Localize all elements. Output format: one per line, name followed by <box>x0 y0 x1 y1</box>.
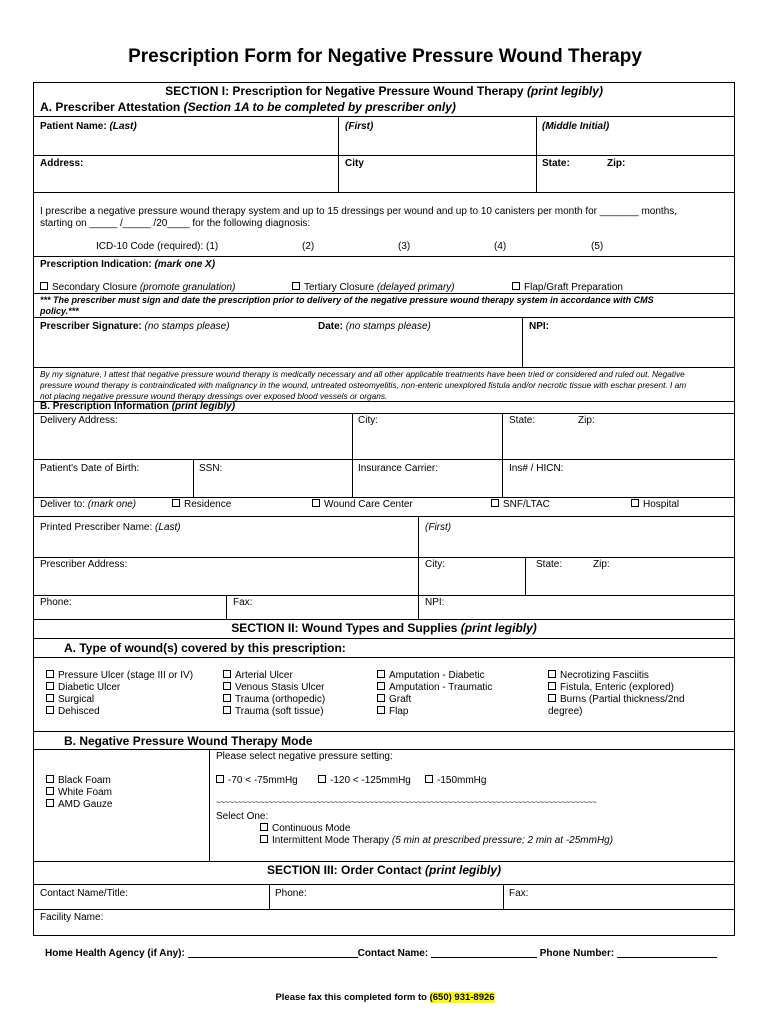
section-2-header: SECTION II: Wound Types and Supplies (print legibly) <box>231 621 537 635</box>
checkbox[interactable] <box>46 670 54 678</box>
attestation-label: A. Prescriber Attestation <box>40 100 181 114</box>
wound-option[interactable]: Flap <box>377 706 492 718</box>
intermittent-mode-option[interactable]: Intermittent Mode Therapy (5 min at prescribed pressure; 2 min at -25mmHg) <box>260 835 613 846</box>
wound-types-header: A. Type of wound(s) covered by this prescription: <box>64 641 346 655</box>
prescriber-phone-label: Phone: <box>40 597 72 608</box>
flap-graft-option[interactable]: Flap/Graft Preparation <box>512 282 623 293</box>
checkbox[interactable] <box>260 835 268 843</box>
prescription-form <box>33 82 735 936</box>
checkbox[interactable] <box>318 775 326 783</box>
insurance-label: Insurance Carrier: <box>358 463 439 474</box>
hospital-option[interactable]: Hospital <box>631 499 679 510</box>
contact-fax-label: Fax: <box>509 888 529 899</box>
signature-label: Prescriber Signature: (no stamps please) <box>40 321 230 332</box>
section-1-header <box>34 84 734 98</box>
checkbox[interactable] <box>46 799 54 807</box>
patient-first-label: (First) <box>345 121 374 132</box>
fax-number: (650) 931-8926 <box>429 992 495 1003</box>
wound-col-4 <box>548 670 685 718</box>
wound-option[interactable]: Pressure Ulcer (stage III or IV) <box>46 670 193 682</box>
wound-option[interactable]: Trauma (soft tissue) <box>223 706 325 718</box>
wound-option[interactable]: Diabetic Ulcer <box>46 682 193 694</box>
section-1-title-note: (print legibly) <box>526 84 603 98</box>
checkbox[interactable] <box>377 682 385 690</box>
wound-option[interactable]: Necrotizing Fasciitis <box>548 670 685 682</box>
checkbox[interactable] <box>46 694 54 702</box>
facility-name-label: Facility Name: <box>40 912 104 923</box>
attestation-note: (Section 1A to be completed by prescriber only) <box>183 100 456 114</box>
icd-5: (5) <box>591 241 604 252</box>
section-3-header: SECTION III: Order Contact (print legibly) <box>266 863 502 877</box>
icd-label: ICD-10 Code (required): (1) <box>96 241 219 252</box>
wound-option[interactable]: Surgical <box>46 694 193 706</box>
prescriber-zip-label: Zip: <box>593 559 610 570</box>
foam-option[interactable]: White Foam <box>46 787 112 799</box>
checkbox[interactable] <box>292 282 300 290</box>
tilde-divider: ~~~~~~~~~~~~~~~~~~~~~~~~~~~~~~~~~~~~~~~~~~~~~~~~~~~~~~~~~~~~~~~~~~~~~~~~~~~~~~~~~~~~~~~ <box>216 798 597 807</box>
checkbox[interactable] <box>548 670 556 678</box>
checkbox[interactable] <box>46 775 54 783</box>
icd-4: (4) <box>494 241 507 252</box>
checkbox[interactable] <box>46 706 54 714</box>
attestation-header <box>40 100 456 114</box>
fax-instruction: Please fax this completed form to (650) 931-8926 <box>275 992 495 1003</box>
contact-name-field[interactable] <box>431 957 537 958</box>
contact-phone-label: Phone: <box>275 888 307 899</box>
cms-notice-line-1: *** The prescriber must sign and date the prescription prior to delivery of the negative pressure wound therapy system in accordance with CMS <box>40 295 654 305</box>
indication-label: Prescription Indication: (mark one X) <box>40 259 216 270</box>
ssn-label: SSN: <box>199 463 223 474</box>
delivery-zip-label: Zip: <box>578 415 595 426</box>
checkbox[interactable] <box>216 775 224 783</box>
icd-3: (3) <box>398 241 411 252</box>
prescription-info-header: B. Prescription Information (print legibly) <box>40 401 236 412</box>
prescribe-text-line-1: I prescribe a negative pressure wound therapy system and up to 15 dressings per wound and up to 10 canisters per month for _______ months, <box>40 206 678 217</box>
wound-option[interactable]: Arterial Ulcer <box>223 670 325 682</box>
wound-col-3 <box>377 670 492 718</box>
wound-center-option[interactable]: Wound Care Center <box>312 499 413 510</box>
checkbox[interactable] <box>223 706 231 714</box>
checkbox[interactable] <box>223 682 231 690</box>
home-health-agency-line: Home Health Agency (if Any): Contact Name: Phone Number: <box>45 948 717 959</box>
attestation-line-3: not placing negative pressure wound therapy dressings over exposed blood vessels or organs. <box>40 391 388 401</box>
checkbox[interactable] <box>312 499 320 507</box>
residence-option[interactable]: Residence <box>172 499 231 510</box>
checkbox[interactable] <box>46 787 54 795</box>
section-1-title: SECTION I: Prescription for Negative Pressure Wound Therapy <box>165 84 524 98</box>
prescriber-fax-label: Fax: <box>233 597 253 608</box>
city-label: City <box>345 158 364 169</box>
ins-hicn-label: Ins# / HICN: <box>509 463 564 474</box>
cms-notice-line-2: policy.*** <box>40 306 79 316</box>
hha-field[interactable] <box>188 957 358 958</box>
checkbox[interactable] <box>377 670 385 678</box>
deliver-to-label: Deliver to: (mark one) <box>40 499 137 510</box>
checkbox[interactable] <box>512 282 520 290</box>
printed-name-label: Printed Prescriber Name: (Last) <box>40 522 181 533</box>
wound-option[interactable]: Dehisced <box>46 706 193 718</box>
checkbox[interactable] <box>172 499 180 507</box>
checkbox[interactable] <box>377 694 385 702</box>
checkbox[interactable] <box>491 499 499 507</box>
checkbox[interactable] <box>223 670 231 678</box>
patient-name-label: Patient Name: (Last) <box>40 121 137 132</box>
secondary-closure-option[interactable]: Secondary Closure (promote granulation) <box>40 282 235 293</box>
wound-option[interactable]: Venous Stasis Ulcer <box>223 682 325 694</box>
wound-option[interactable]: Fistula, Enteric (explored) <box>548 682 685 694</box>
continuous-mode-option[interactable]: Continuous Mode <box>260 823 350 834</box>
checkbox[interactable] <box>425 775 433 783</box>
pressure-option-3[interactable]: -150mmHg <box>425 775 486 786</box>
checkbox[interactable] <box>223 694 231 702</box>
checkbox[interactable] <box>548 694 556 702</box>
checkbox[interactable] <box>377 706 385 714</box>
phone-number-field[interactable] <box>617 957 717 958</box>
wound-option[interactable]: Burns (Partial thickness/2nd <box>548 694 685 706</box>
checkbox[interactable] <box>548 682 556 690</box>
pressure-option-2[interactable]: -120 < -125mmHg <box>318 775 411 786</box>
attestation-line-1: By my signature, I attest that negative pressure wound therapy is medically necessary and all other applicable treatments have been tried or considered and ruled out. Negative <box>40 369 685 379</box>
prescribe-text-line-2: starting on _____ /_____ /20____ for the following diagnosis: <box>40 218 311 229</box>
wound-option[interactable]: Amputation - Diabetic <box>377 670 492 682</box>
wound-col-2 <box>223 670 325 718</box>
npwt-mode-header: B. Negative Pressure Wound Therapy Mode <box>64 734 313 748</box>
delivery-address-label: Delivery Address: <box>40 415 118 426</box>
patient-middle-label: (Middle Initial) <box>542 121 610 132</box>
select-one-label: Select One: <box>216 811 269 822</box>
checkbox[interactable] <box>631 499 639 507</box>
select-pressure-label: Please select negative pressure setting: <box>216 751 393 762</box>
wound-col-1 <box>46 670 193 718</box>
checkbox[interactable] <box>40 282 48 290</box>
wound-option-continuation: degree) <box>548 706 583 717</box>
wound-option[interactable]: Trauma (orthopedic) <box>223 694 325 706</box>
wound-option[interactable]: Graft <box>377 694 492 706</box>
pressure-option-1[interactable]: -70 < -75mmHg <box>216 775 298 786</box>
prescriber-state-label: State: <box>536 559 563 570</box>
wound-option[interactable]: Amputation - Traumatic <box>377 682 492 694</box>
dob-label: Patient's Date of Birth: <box>40 463 140 474</box>
prescriber-city-label: City: <box>425 559 445 570</box>
prescriber-npi-label: NPI: <box>425 597 445 608</box>
foam-option[interactable]: Black Foam <box>46 775 112 787</box>
printed-first-label: (First) <box>425 522 452 533</box>
attestation-line-2: pressure wound therapy is contraindicated with malignancy in the wound, untreated osteomyelitis, non-enteric unexplored fistula and/or necrotic tissue with eschar present. I am <box>40 380 687 390</box>
snf-option[interactable]: SNF/LTAC <box>491 499 550 510</box>
tertiary-closure-option[interactable]: Tertiary Closure (delayed primary) <box>292 282 455 293</box>
foam-option[interactable]: AMD Gauze <box>46 799 112 811</box>
delivery-city-label: City: <box>358 415 378 426</box>
date-label: Date: (no stamps please) <box>318 321 431 332</box>
delivery-state-label: State: <box>509 415 536 426</box>
checkbox[interactable] <box>260 823 268 831</box>
foam-options <box>46 775 112 811</box>
icd-2: (2) <box>302 241 315 252</box>
address-label: Address: <box>40 158 84 169</box>
checkbox[interactable] <box>46 682 54 690</box>
state-label: State: <box>542 158 570 169</box>
contact-name-label: Contact Name/Title: <box>40 888 128 899</box>
form-title: Prescription Form for Negative Pressure Wound Therapy <box>128 46 642 67</box>
npi-label: NPI: <box>529 321 549 332</box>
zip-label: Zip: <box>607 158 626 169</box>
prescriber-address-label: Prescriber Address: <box>40 559 128 570</box>
